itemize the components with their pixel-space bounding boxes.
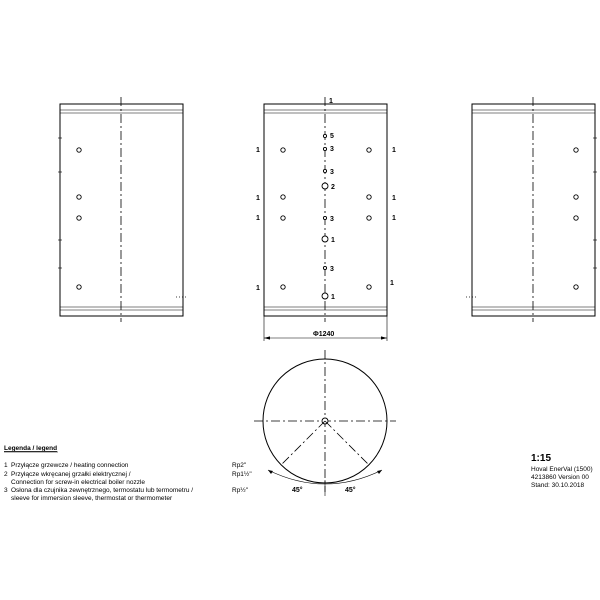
angle-right-label: 45° [345,487,356,494]
front-right-label: 1 [392,195,396,202]
center-nozzle-large [322,293,328,299]
diameter-label: Φ1240 [313,331,335,338]
right-tank-outline [472,104,595,316]
product-label: Hoval EnerVal (1500) [531,466,593,473]
center-label: 5 [330,133,334,140]
legend-item-num: 3 [4,487,8,494]
front-right-nozzle [367,285,371,289]
legend-item-size: Rp2" [232,462,247,469]
center-label: 3 [330,216,334,223]
legend-item-text: Przyłącze grzewcze / heating connection [11,462,129,469]
title-block [531,453,593,489]
left-nozzle [77,216,81,220]
right-nozzle [574,195,578,199]
front-right-label: 1 [392,147,396,154]
left-nozzle [77,195,81,199]
legend-item-text: Przyłącze wkręcanej grzałki elektrycznej / [11,471,131,478]
center-nozzle-large [322,183,328,189]
date-label: Stand: 30.10.2018 [531,482,585,489]
legend-title: Legenda / legend [4,445,58,452]
legend [4,445,252,502]
legend-item-text-2: sleeve for immersion sleeve, thermostat or thermometer [11,495,173,502]
center-nozzle-small [323,266,326,269]
front-right-label: 1 [392,215,396,222]
front-view [256,97,396,341]
scale-label: 1:15 [531,453,552,464]
center-label: 3 [330,266,334,273]
legend-item-size: Rp1½" [232,471,252,478]
center-label: 3 [330,146,334,153]
legend-item-text: Osłona dla czujnika zewnętrznego, termostatu lub termometru / [11,487,194,494]
front-left-nozzle [281,216,285,220]
front-left-nozzle [281,195,285,199]
left-nozzle [77,285,81,289]
document-label: 4213860 Version 00 [531,474,589,481]
angle-left-label: 45° [292,487,303,494]
right-side-view [466,97,597,322]
legend-item-num: 2 [4,471,8,478]
front-left-label: 1 [256,195,260,202]
front-left-nozzle [281,148,285,152]
front-right-label: 1 [390,280,394,287]
center-nozzle-small [323,169,326,172]
front-left-label: 1 [256,147,260,154]
right-nozzle [574,285,578,289]
front-top-label: 1 [329,98,333,105]
legend-item-size: Rp½" [232,487,249,494]
center-label: 1 [331,294,335,301]
left-nozzle [77,148,81,152]
center-label: 2 [331,184,335,191]
left-side-view [58,97,186,322]
plan-view [254,350,396,496]
center-nozzle-small [323,147,326,150]
legend-item-text-2: Connection for screw-in electrical boiler nozzle [11,479,146,486]
center-label: 1 [331,237,335,244]
center-nozzle-large [322,236,328,242]
right-nozzle [574,216,578,220]
front-right-nozzle [367,195,371,199]
front-left-label: 1 [256,285,260,292]
front-left-label: 1 [256,215,260,222]
right-nozzle [574,148,578,152]
legend-item-num: 1 [4,462,8,469]
left-tank-outline [60,104,183,316]
front-right-nozzle [367,216,371,220]
diameter-dimension [264,316,387,341]
center-label: 3 [330,169,334,176]
center-nozzle-small [323,134,326,137]
front-left-nozzle [281,285,285,289]
center-nozzle-small [323,216,326,219]
front-right-nozzle [367,148,371,152]
